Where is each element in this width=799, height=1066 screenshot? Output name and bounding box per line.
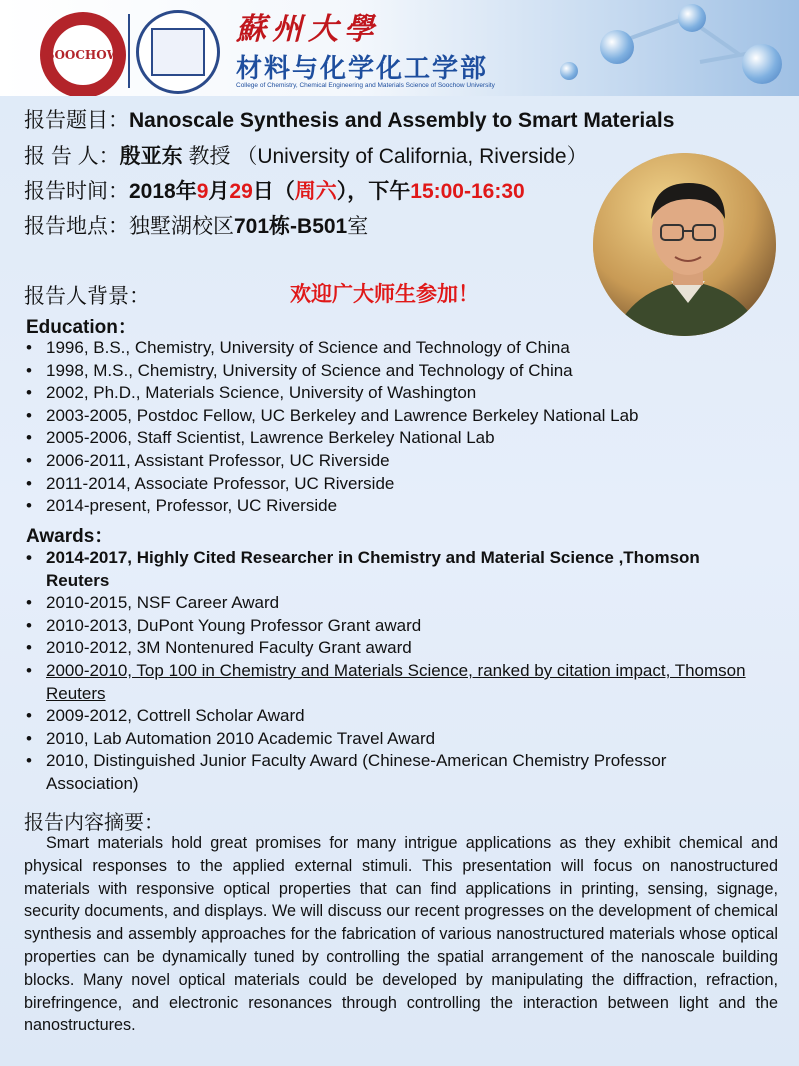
awards-list	[26, 547, 746, 796]
award-item: • 2010-2015, NSF Career Award	[26, 592, 746, 615]
talk-title-line	[24, 104, 674, 134]
education-item: • 1998, M.S., Chemistry, University of Science and Technology of China	[26, 360, 639, 383]
molecule-atom-icon	[678, 4, 706, 32]
speaker-line	[24, 140, 588, 170]
location-campus: 独墅湖校区	[129, 215, 234, 238]
education-item: • 1996, B.S., Chemistry, University of Science and Technology of China	[26, 337, 639, 360]
speaker-role: 教授 （University of California, Riverside）	[182, 145, 588, 168]
education-item: • 2014-present, Professor, UC Riverside	[26, 495, 639, 518]
time-range: 15:00-16:30	[410, 180, 525, 203]
university-name-cn: 蘇州大學	[236, 12, 380, 47]
abstract-heading: 报告内容摘要：	[24, 812, 164, 834]
time-year: 2018年	[129, 180, 197, 203]
molecule-atom-icon	[560, 62, 578, 80]
time-mid: ），下午	[336, 180, 411, 203]
speaker-name: 殷亚东	[119, 145, 183, 168]
education-item: • 2003-2005, Postdoc Fellow, UC Berkeley and Lawrence Berkeley National Lab	[26, 405, 639, 428]
award-item: • 2010, Lab Automation 2010 Academic Travel Award	[26, 728, 746, 751]
department-name-en: College of Chemistry, Chemical Engineering and Materials Science of Soochow University	[236, 82, 495, 89]
award-item: • 2014-2017, Highly Cited Researcher in Chemistry and Material Science ,Thomson Reuters	[26, 547, 746, 592]
time-month-unit: 月	[208, 180, 230, 203]
soochow-university-seal-logo: SOOCHOW	[40, 12, 126, 96]
location-line	[24, 210, 368, 240]
location-room: 701栋-B501	[234, 215, 348, 238]
talk-title-label: 报告题目：	[24, 109, 129, 132]
education-list	[26, 337, 639, 518]
department-name-cn: 材料与化学化工学部	[236, 53, 489, 83]
time-weekday: 周六	[294, 180, 337, 203]
award-item: • 2010-2012, 3M Nontenured Faculty Grant award	[26, 637, 746, 660]
education-item: • 2011-2014, Associate Professor, UC Riverside	[26, 473, 639, 496]
college-emblem-logo	[136, 10, 220, 94]
time-month: 9	[196, 180, 209, 203]
award-item: • 2010-2013, DuPont Young Professor Grant award	[26, 615, 746, 638]
education-item: • 2006-2011, Assistant Professor, UC Riverside	[26, 450, 639, 473]
header-banner	[0, 0, 799, 96]
location-suffix: 室	[347, 215, 369, 238]
logo-divider	[128, 14, 130, 88]
speaker-label: 报 告 人：	[24, 145, 120, 168]
location-label: 报告地点：	[24, 215, 129, 238]
abstract-text: Smart materials hold great promises for many intrigue applications as they exhibit chemical and physical responses to the applied external stimuli. This presentation will focus on nanostructured materials with responsive optical properties that can find applications in printing, sensing, signage, security documents, and displays. We will discuss our recent progresses on the development of chemical synthesis and assembly approaches for the fabrication of various nanostructured materials whose optical properties can be dynamically tuned by controlling the spatial arrangement of the nanoscale building blocks. Many novel optical materials could be developed by manipulating the diffraction, refraction, birefringence, and electronic resonances through controlling the interaction between light and the nanostructures.	[24, 834, 778, 1035]
award-item: • 2009-2012, Cottrell Scholar Award	[26, 705, 746, 728]
background-label: 报告人背景：	[24, 285, 150, 308]
education-item: • 2002, Ph.D., Materials Science, University of Washington	[26, 382, 639, 405]
time-day-unit: 日（	[252, 180, 295, 203]
award-item: • 2010, Distinguished Junior Faculty Award (Chinese-American Chemistry Professor Association)	[26, 750, 746, 795]
time-label: 报告时间：	[24, 180, 129, 203]
speaker-portrait-image	[593, 153, 776, 336]
speaker-photo	[593, 153, 776, 336]
welcome-text: 欢迎广大师生参加！	[290, 283, 479, 306]
molecule-atom-icon	[600, 30, 634, 64]
talk-title-value: Nanoscale Synthesis and Assembly to Smart Materials	[129, 109, 675, 132]
time-line	[24, 175, 525, 205]
education-item: • 2005-2006, Staff Scientist, Lawrence Berkeley National Lab	[26, 427, 639, 450]
molecule-atom-icon	[742, 44, 782, 84]
award-item: • 2000-2010, Top 100 in Chemistry and Materials Science, ranked by citation impact, Thomson Reuters	[26, 660, 746, 705]
time-day: 29	[229, 180, 253, 203]
education-heading: Education：	[26, 317, 137, 338]
awards-heading: Awards：	[26, 526, 114, 547]
